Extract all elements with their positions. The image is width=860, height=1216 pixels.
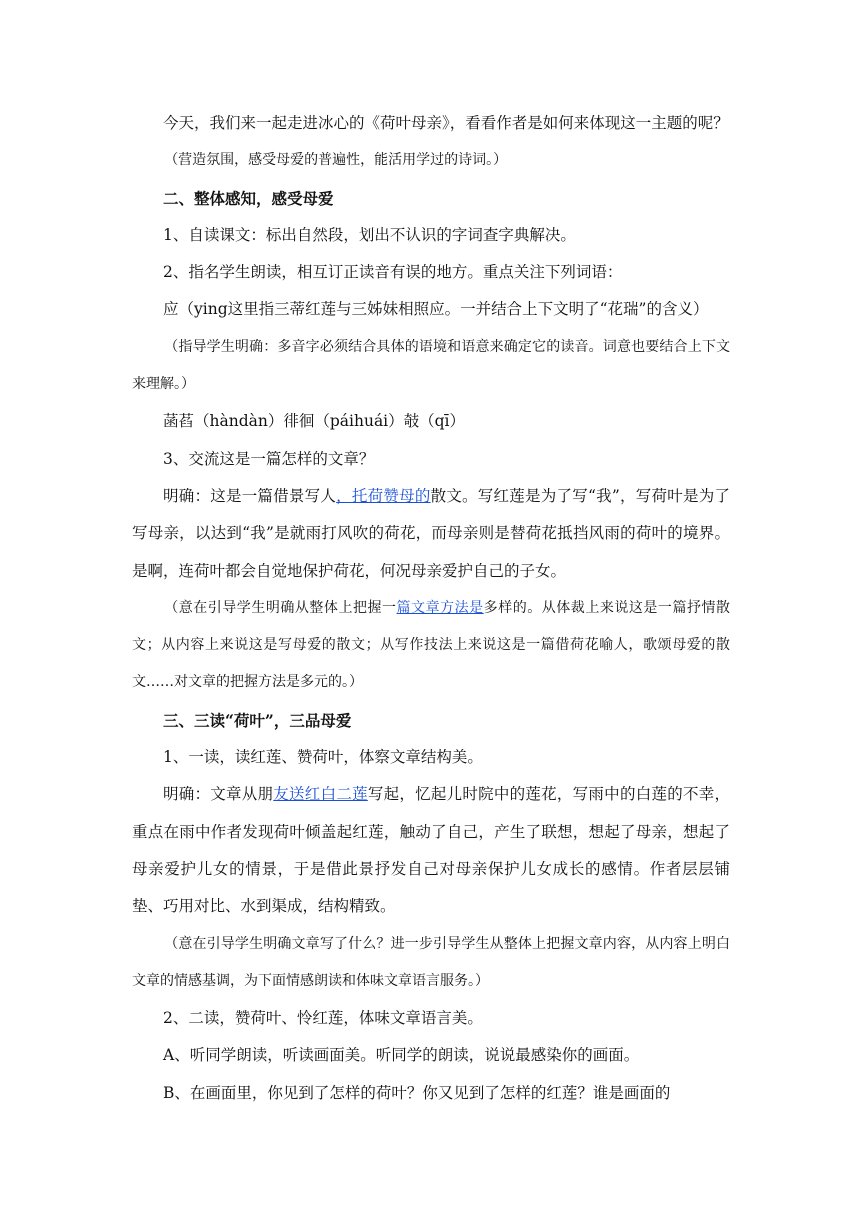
section3-item2: 2、二读，赞荷叶、怜红莲，体味文章语言美。	[163, 1009, 483, 1028]
document-page	[132, 105, 730, 1112]
s3-answer-text-before: 明确：文章从朋	[163, 785, 274, 804]
note-text-after: 多样的。从体裁上来说这是一篇抒情散文；从内容上来说这是写母爱的散文；从写作技法上来说这是一篇借荷花喻人，歌颂母爱的散文……对文章的把握方法是多元的。）	[132, 599, 731, 691]
intro-note: （营造氛围，感受母爱的普遍性，能活用学过的诗词。）	[164, 152, 508, 169]
section2-answer	[132, 478, 730, 590]
answer-link[interactable]: ，托荷赞母的	[336, 486, 431, 505]
note-text-before: （意在引导学生明确从整体上把握一	[164, 599, 397, 616]
section2-item2: 2、指名学生朗读，相互订正读音有误的地方。重点关注下列词语：	[163, 263, 623, 282]
section3-answer	[132, 776, 730, 925]
section3-itemB: B、在画面里，你见到了怎样的荷叶？你又见到了怎样的红莲？谁是画面的	[163, 1083, 671, 1102]
s3-answer-text-after: 写起，忆起儿时院中的莲花，写雨中的白莲的不幸，重点在雨中作者发现荷叶倾盖起红莲，触动了自己，产生了联想，想起了母亲，想起了母亲爱护儿女的情景，于是借此景抒发自己对母亲保护儿女成长的感情。作者层层铺垫、巧用对比、水到渠成，结构精致。	[132, 785, 730, 916]
section3-itemA: A、听同学朗读，听读画面美。听同学的朗读，说说最感染你的画面。	[163, 1046, 640, 1065]
ying-explanation: 应（ying这里指三蒂红莲与三姊妹相照应。一并结合上下文明了“花瑞”的含义）	[163, 300, 709, 319]
s3-answer-link[interactable]: 友送红白二莲	[273, 785, 368, 804]
section2-item3: 3、交流这是一篇怎样的文章？	[163, 449, 375, 468]
section2-heading: 二、整体感知，感受母爱	[163, 188, 334, 208]
pronunciation-words: 菡萏（hàndàn）徘徊（páihuái）攲（qī）	[163, 412, 466, 431]
intro-paragraph: 今天，我们来一起走进冰心的《荷叶母亲》，看看作者是如何来体现这一主题的呢？	[163, 114, 729, 132]
section2-item1: 1、自读课文：标出自然段，划出不认识的字词查字典解决。	[163, 225, 576, 244]
section3-item1: 1、一读，读红莲、赞荷叶，体察文章结构美。	[163, 748, 483, 767]
section2-answer-note	[132, 590, 730, 702]
answer-text-before: 明确：这是一篇借景写人	[163, 486, 337, 505]
answer-text-after: 散文。写红莲是为了写“我”，写荷叶是为了写母亲，以达到“我”是就雨打风吹的荷花，而母亲则是替荷花抵挡风雨的荷叶的境界。是啊，连荷叶都会自觉地保护荷花，何况母亲爱护自己的子女。	[132, 486, 730, 580]
section3-heading: 三、三读“荷叶”，三品母爱	[163, 710, 352, 730]
section3-answer-note: （意在引导学生明确文章写了什么？进一步引导学生从整体上把握文章内容，从内容上明白文章的情感基调，为下面情感朗读和体味文章语言服务。）	[132, 935, 730, 989]
ying-note: （指导学生明确：多音字必须结合具体的语境和语意来确定它的读音。词意也要结合上下文来理解。）	[132, 338, 730, 393]
note-link[interactable]: 篇文章方法是	[396, 599, 484, 616]
